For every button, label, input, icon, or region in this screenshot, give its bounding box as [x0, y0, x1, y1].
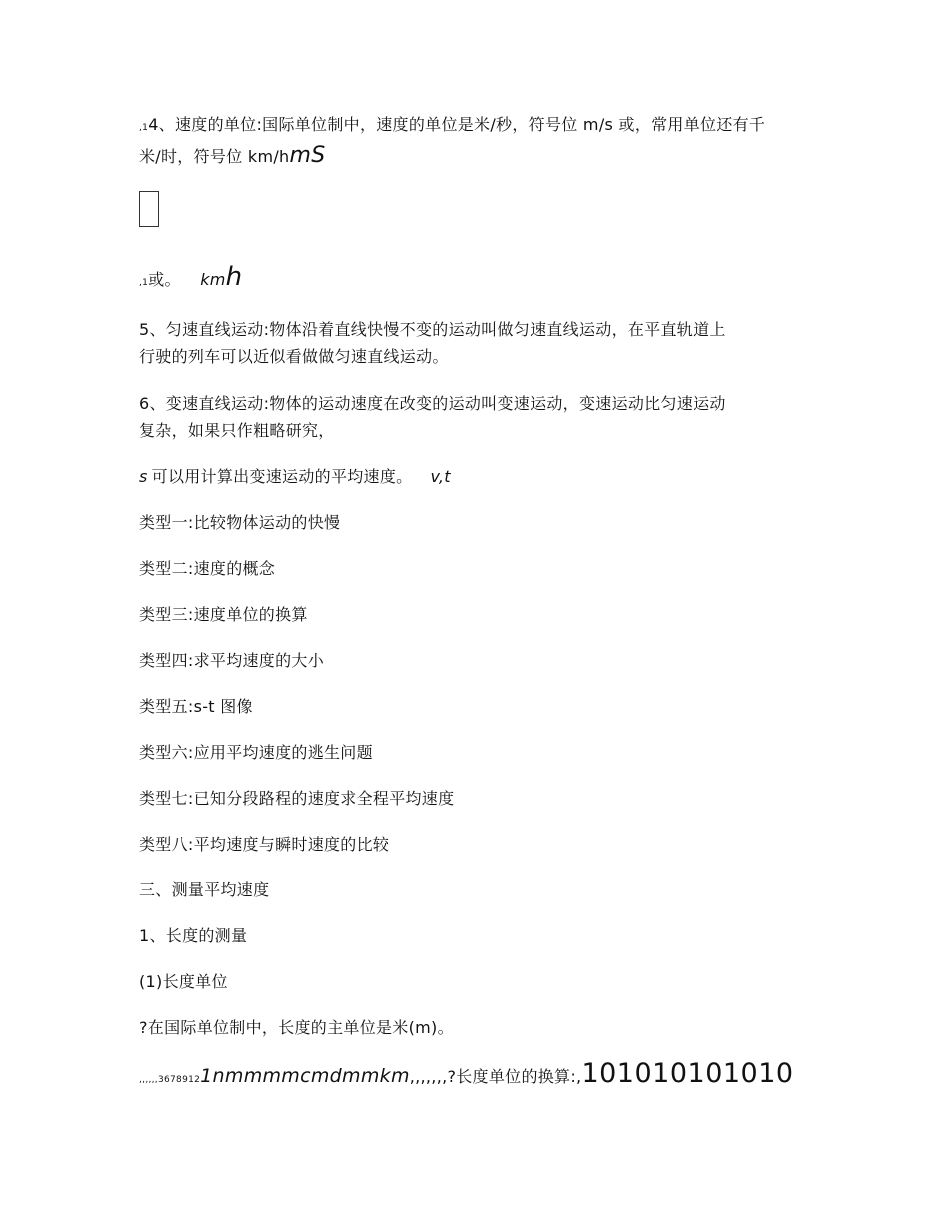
- type-item: 类型三:速度单位的换算: [139, 605, 308, 624]
- unit-line: [139, 264, 810, 297]
- type-item: 类型八:平均速度与瞬时速度的比较: [139, 835, 390, 854]
- big-number: 101010101010: [581, 1058, 794, 1089]
- text: 4、速度的单位:国际单位制中，速度的单位是米/秒，符号位 m/s 或，常用单位还有千: [148, 115, 766, 134]
- paragraph-4-line-2: [139, 142, 810, 170]
- paragraph-5-line-1: 5、匀速直线运动:物体沿着直线快慢不变的运动叫做匀速直线运动，在平直轨道上: [139, 320, 726, 339]
- text: ?长度单位的换算:,: [447, 1067, 582, 1086]
- paragraph-4-line-1: [139, 111, 810, 142]
- type-item: 类型二:速度的概念: [139, 559, 276, 578]
- type-item: 类型六:应用平均速度的逃生问题: [139, 743, 373, 762]
- paragraph-6-line-1: 6、变速直线运动:物体的运动速度在改变的运动叫变速运动，变速运动比匀速运动: [139, 394, 726, 413]
- unit-conversion-line: [139, 1060, 810, 1094]
- placeholder-box-icon: [139, 191, 159, 227]
- paragraph-6-line-2: 复杂，如果只作粗略研究，: [139, 421, 335, 440]
- italic-vt: v,t: [430, 467, 451, 486]
- text: 或。: [148, 270, 181, 289]
- commas: ,,,,,,,: [409, 1067, 448, 1086]
- type-item: 类型七:已知分段路程的速度求全程平均速度: [139, 789, 455, 808]
- tiny-digits: ,,,,,,3678912: [139, 1075, 201, 1085]
- section-heading: 三、测量平均速度: [139, 880, 270, 899]
- italic-km: km: [200, 270, 226, 289]
- italic-h: h: [225, 262, 243, 292]
- subsection-heading: 1、长度的测量: [139, 926, 248, 945]
- italic-units: 1nmmmmcmdmmkm: [200, 1065, 410, 1087]
- intl-unit-text: ?在国际单位制中，长度的主单位是米(m)。: [139, 1018, 454, 1037]
- italic-s: s: [139, 467, 148, 486]
- formula-line: [139, 463, 810, 490]
- italic-formula: mS: [289, 143, 326, 168]
- text: 可以用计算出变速运动的平均速度。: [151, 467, 413, 486]
- superscript-marker: ,1: [139, 123, 149, 133]
- text: 米/时，符号位 km/h: [139, 147, 290, 166]
- type-item: 类型一:比较物体运动的快慢: [139, 513, 341, 532]
- type-item: 类型五:s-t 图像: [139, 697, 253, 716]
- superscript-marker: ,1: [139, 278, 149, 288]
- paragraph-5-line-2: 行驶的列车可以近似看做做匀速直线运动。: [139, 347, 449, 366]
- subsection-item: (1)长度单位: [139, 972, 228, 991]
- type-item: 类型四:求平均速度的大小: [139, 651, 324, 670]
